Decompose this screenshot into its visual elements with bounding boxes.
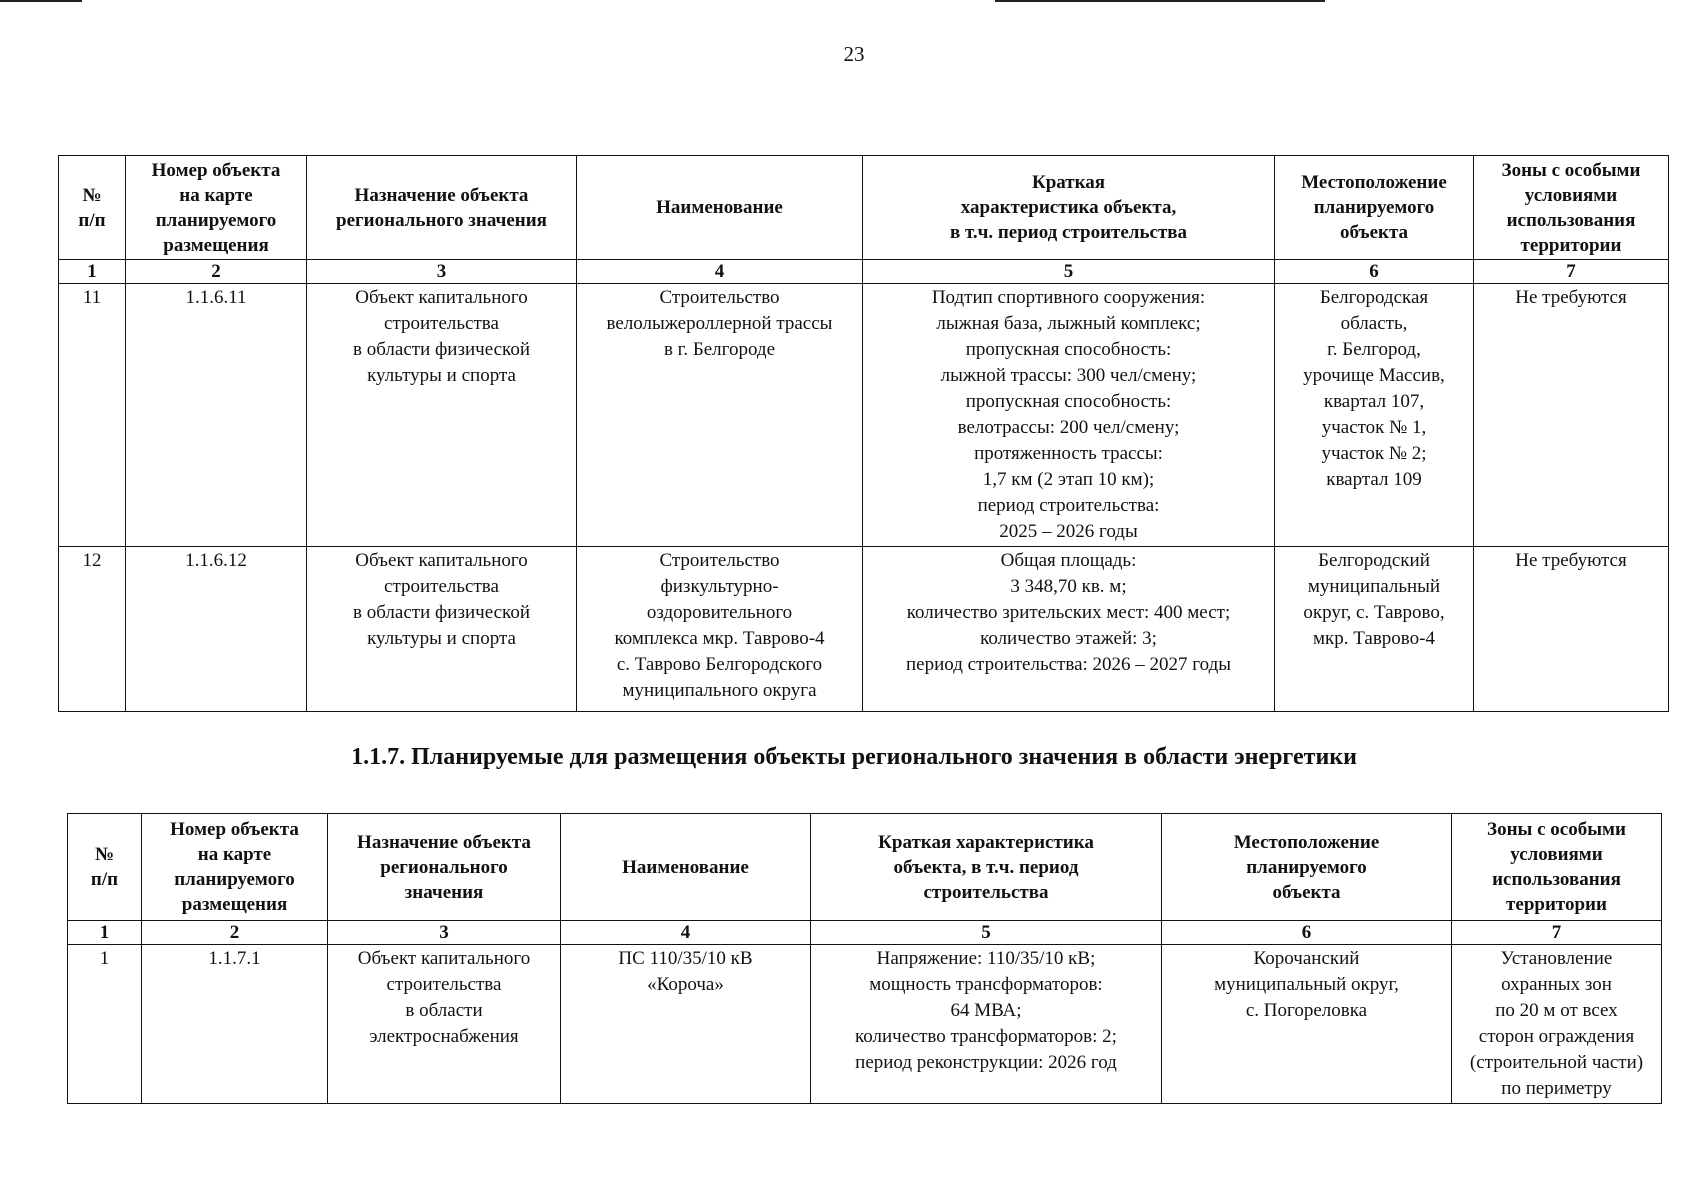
column-header-line: планируемого xyxy=(155,209,277,231)
table-cell-line: муниципального округа xyxy=(622,680,817,701)
column-header xyxy=(1474,156,1669,260)
column-header-line: характеристика объекта, xyxy=(960,197,1177,218)
column-header-line: территории xyxy=(1506,894,1607,915)
column-header-line: Местоположение xyxy=(1301,172,1447,193)
table-cell-line: ПС 110/35/10 кВ xyxy=(618,948,753,969)
table-cell-line: 1 xyxy=(99,948,110,969)
table-cell-line: Объект капитального xyxy=(355,550,528,571)
table-cell-line: область, xyxy=(1340,313,1408,334)
column-header xyxy=(1275,156,1474,260)
page-number: 23 xyxy=(843,42,865,66)
table-cell-line: период строительства: 2026 – 2027 годы xyxy=(905,654,1232,675)
table-cell xyxy=(1452,945,1662,1104)
table-cell xyxy=(307,284,577,547)
table-cell-line: количество трансформаторов: 2; xyxy=(855,1026,1117,1047)
table-cell-line: с. Погореловка xyxy=(1245,1000,1368,1021)
column-number: 4 xyxy=(561,921,811,945)
table-cell-line: протяженность трассы: xyxy=(974,443,1163,464)
column-header xyxy=(1162,814,1452,921)
top-rule-left xyxy=(0,0,82,2)
column-header xyxy=(68,814,142,921)
header-row xyxy=(59,156,1669,260)
column-header-line: Краткая xyxy=(1031,172,1106,193)
column-header-line: планируемого xyxy=(1246,856,1367,878)
column-header-line: использования xyxy=(1506,209,1636,231)
column-number: 3 xyxy=(328,921,561,945)
table-cell-line: период реконструкции: 2026 год xyxy=(855,1052,1117,1073)
table-cell-line: велолыжероллерной трассы xyxy=(606,313,833,334)
table-cell xyxy=(811,945,1162,1104)
table-cell xyxy=(1275,547,1474,712)
table-cell-line: 1.1.6.12 xyxy=(185,550,247,571)
column-number: 4 xyxy=(577,260,863,284)
column-header-line: на карте xyxy=(197,844,272,865)
table-cell-line: Белгородский xyxy=(1318,550,1430,571)
column-number: 2 xyxy=(142,921,328,945)
table-cell-line: «Короча» xyxy=(647,974,724,995)
column-header-line: Назначение объекта xyxy=(357,831,531,853)
column-header-line: п/п xyxy=(90,869,119,890)
table-cell-line: строительства xyxy=(384,313,499,334)
table-cell xyxy=(68,945,142,1104)
table-cell-line: 64 МВА; xyxy=(950,1000,1022,1021)
table-cell-line: округ, с. Таврово, xyxy=(1303,602,1445,623)
column-header xyxy=(142,814,328,921)
table-cell xyxy=(1275,284,1474,547)
table-cell-line: Не требуются xyxy=(1515,287,1627,308)
table-cell-line: Строительство xyxy=(659,550,780,571)
column-header-line: Местоположение xyxy=(1233,831,1380,853)
column-header xyxy=(307,156,577,260)
column-header-line: в т.ч. период строительства xyxy=(949,222,1188,243)
table-cell-line: оздоровительного xyxy=(646,602,793,623)
column-number: 7 xyxy=(1452,921,1662,945)
column-header-line: размещения xyxy=(181,894,288,915)
table-cell-line: мкр. Таврово-4 xyxy=(1313,628,1435,649)
table-row xyxy=(68,945,1662,1104)
table-cell-line: охранных зон xyxy=(1501,974,1612,995)
column-header-line: условиями xyxy=(1510,844,1603,865)
energy-objects-table xyxy=(67,813,1662,1104)
table-cell-line: 1.1.7.1 xyxy=(208,948,261,969)
table-cell-line: 3 348,70 кв. м; xyxy=(1010,576,1127,597)
table-cell-line: строительства xyxy=(384,576,499,597)
column-number-row xyxy=(68,921,1662,945)
column-header-line: Наименование xyxy=(656,197,783,218)
column-header-line: планируемого xyxy=(174,869,295,890)
column-number: 2 xyxy=(126,260,307,284)
table-cell-line: (строительной части) xyxy=(1469,1052,1644,1073)
table-cell xyxy=(1162,945,1452,1104)
table-cell-line: в г. Белгороде xyxy=(663,339,776,360)
column-header-line: на карте xyxy=(179,184,253,206)
column-number-row xyxy=(59,260,1669,284)
column-number: 6 xyxy=(1162,921,1452,945)
table-cell-line: участок № 2; xyxy=(1321,443,1427,464)
table-cell-line: культуры и спорта xyxy=(367,628,516,649)
table-cell xyxy=(577,284,863,547)
column-header-line: Номер объекта xyxy=(151,159,281,181)
table-cell-line: мощность трансформаторов: xyxy=(869,974,1103,995)
table-cell-line: 12 xyxy=(82,550,102,571)
table-cell-line: 2025 – 2026 годы xyxy=(999,521,1138,542)
table-cell-line: г. Белгород, xyxy=(1327,339,1421,360)
column-header xyxy=(126,156,307,260)
table-cell-line: велотрассы: 200 чел/смену; xyxy=(957,417,1180,438)
column-header-line: п/п xyxy=(78,209,106,231)
column-number: 5 xyxy=(811,921,1162,945)
table-cell-line: количество зрительских мест: 400 мест; xyxy=(906,602,1231,623)
table-cell-line: Подтип спортивного сооружения: xyxy=(931,287,1206,308)
table-cell-line: участок № 1, xyxy=(1321,417,1427,438)
table-cell-line: пропускная способность: xyxy=(965,391,1172,412)
column-header-line: № xyxy=(82,184,102,206)
table-body xyxy=(59,284,1669,712)
table-cell-line: комплекса мкр. Таврово-4 xyxy=(614,628,825,649)
table-cell xyxy=(59,284,126,547)
table-cell xyxy=(328,945,561,1104)
table-cell xyxy=(126,284,307,547)
column-header-line: № xyxy=(94,844,115,865)
table-cell-line: 1,7 км (2 этап 10 км); xyxy=(982,469,1155,490)
table-cell-line: квартал 109 xyxy=(1326,469,1422,490)
table-cell xyxy=(142,945,328,1104)
column-header-line: Назначение объекта xyxy=(354,184,529,206)
table-cell-line: электроснабжения xyxy=(369,1026,519,1047)
table-cell-line: муниципальный xyxy=(1307,576,1441,597)
column-header-line: размещения xyxy=(163,234,269,256)
column-header-line: строительства xyxy=(923,881,1049,903)
table-cell xyxy=(126,547,307,712)
column-number: 6 xyxy=(1275,260,1474,284)
table-cell-line: Напряжение: 110/35/10 кВ; xyxy=(876,948,1096,969)
table-cell-line: квартал 107, xyxy=(1323,391,1425,412)
table-cell-line: пропускная способность: xyxy=(965,339,1172,360)
column-header xyxy=(59,156,126,260)
column-header-line: Зоны с особыми xyxy=(1501,159,1641,181)
table-row xyxy=(59,547,1669,712)
section-title: 1.1.7. Планируемые для размещения объекты регионального значения в области энергетики xyxy=(351,744,1357,770)
table-cell-line: муниципальный округ, xyxy=(1214,974,1399,995)
column-header-line: Наименование xyxy=(622,856,749,878)
table-row xyxy=(59,284,1669,547)
table-cell-line: 1.1.6.11 xyxy=(185,287,247,308)
table-cell-line: Объект капитального xyxy=(357,948,531,969)
column-number: 1 xyxy=(68,921,142,945)
table-cell xyxy=(59,547,126,712)
table-cell-line: Установление xyxy=(1500,948,1613,969)
column-header xyxy=(561,814,811,921)
column-header xyxy=(577,156,863,260)
table-cell xyxy=(863,284,1275,547)
column-header xyxy=(863,156,1275,260)
table-cell xyxy=(1474,284,1669,547)
table-cell xyxy=(577,547,863,712)
column-header xyxy=(328,814,561,921)
table-cell-line: Объект капитального xyxy=(355,287,528,308)
column-header-line: Номер объекта xyxy=(170,819,299,840)
column-header-line: условиями xyxy=(1524,184,1618,206)
table-cell-line: в области xyxy=(405,1000,483,1021)
table-cell-line: лыжная база, лыжный комплекс; xyxy=(936,313,1201,334)
table-cell-line: сторон ограждения xyxy=(1478,1026,1635,1047)
table-cell-line: урочище Массив, xyxy=(1303,365,1445,386)
table-cell-line: Корочанский xyxy=(1253,948,1360,969)
column-header-line: объекта xyxy=(1339,222,1409,243)
table-cell-line: количество этажей: 3; xyxy=(980,628,1157,649)
table-cell-line: Белгородская xyxy=(1319,287,1429,308)
table-cell xyxy=(1474,547,1669,712)
table-cell xyxy=(307,547,577,712)
sports-objects-table xyxy=(58,155,1669,712)
column-number: 1 xyxy=(59,260,126,284)
table-cell-line: в области физической xyxy=(353,339,530,360)
column-header-line: Краткая характеристика xyxy=(878,831,1094,853)
table-cell-line: строительства xyxy=(386,974,502,995)
table-cell-line: период строительства: xyxy=(977,495,1160,516)
column-header xyxy=(1452,814,1662,921)
column-header xyxy=(811,814,1162,921)
column-header-line: территории xyxy=(1520,234,1622,256)
table-cell-line: Общая площадь: xyxy=(1000,550,1137,571)
column-number: 7 xyxy=(1474,260,1669,284)
column-header-line: использования xyxy=(1492,869,1621,890)
table-cell-line: по 20 м от всех xyxy=(1495,1000,1618,1021)
table-cell-line: Не требуются xyxy=(1515,550,1627,571)
table-cell-line: лыжной трассы: 300 чел/смену; xyxy=(940,365,1197,386)
column-header-line: объекта xyxy=(1272,881,1341,903)
column-header-line: объекта, в т.ч. период xyxy=(893,856,1079,878)
table-cell-line: Строительство xyxy=(659,287,780,308)
column-header-line: регионального значения xyxy=(336,209,547,231)
table-cell-line: с. Таврово Белгородского xyxy=(616,654,823,675)
top-rule-right xyxy=(995,0,1325,2)
table-cell-line: физкультурно- xyxy=(660,576,779,597)
column-header-line: значения xyxy=(404,881,484,903)
column-header-line: регионального xyxy=(380,856,508,878)
table-cell xyxy=(863,547,1275,712)
table-cell-line: по периметру xyxy=(1501,1078,1612,1099)
table-cell-line: культуры и спорта xyxy=(367,365,516,386)
column-number: 5 xyxy=(863,260,1275,284)
header-row xyxy=(68,814,1662,921)
table-cell-line: в области физической xyxy=(353,602,530,623)
column-number: 3 xyxy=(307,260,577,284)
column-header-line: планируемого xyxy=(1313,197,1435,218)
table-cell-line: 11 xyxy=(82,287,102,308)
table-body xyxy=(68,945,1662,1104)
column-header-line: Зоны с особыми xyxy=(1487,819,1626,840)
table-cell xyxy=(561,945,811,1104)
